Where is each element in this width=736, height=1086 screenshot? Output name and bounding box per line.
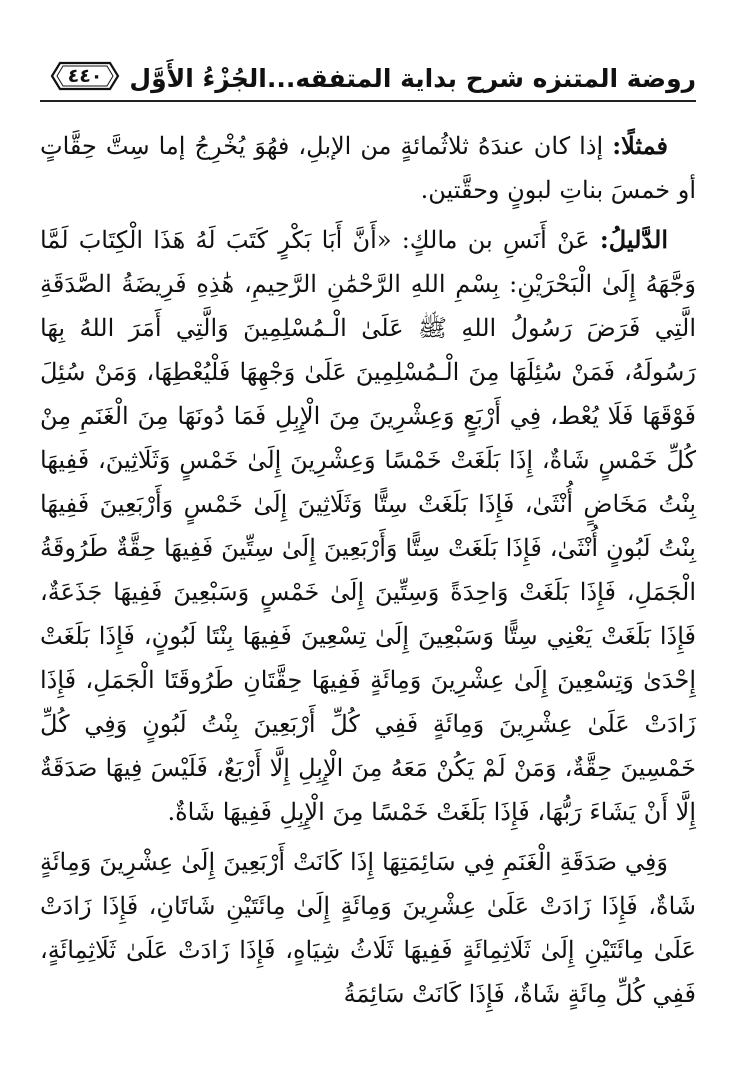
example-paragraph — [40, 124, 696, 212]
header-divider — [40, 100, 696, 102]
example-text: إذا كان عندَهُ ثلاثُمائةٍ من الإبلِ، فهُوَ يُخْرِجُ إما سِتَّ حِقَّاتٍ أو خمسَ بناتِ لبونٍ وحقَّتين. — [40, 132, 696, 204]
evidence-paragraph — [40, 218, 696, 834]
page-number-badge — [50, 60, 120, 92]
evidence-lead: الدَّليلُ: — [599, 225, 668, 254]
example-lead: فمثلًا: — [612, 131, 668, 160]
evidence-text: عَنْ أَنَسِ بن مالكٍ: «أَنَّ أَبَا بَكْرٍ كَتَبَ لَهُ هَذَا الْكِتَابَ لَمَّا وَجَّهَهُ إِلَىٰ الْبَحْرَيْنِ: بِسْمِ اللهِ الرَّحْمَٰنِ الرَّحِيمِ، هَٰذِهِ فَرِيضَةُ الصَّدَقَةِ الَّتِي فَرَضَ رَسُولُ اللهِ ﷺ عَلَىٰ الْـمُسْلِمِينَ وَالَّتِي أَمَرَ اللهُ بِهَا رَسُولَهُ، فَمَنْ سُئِلَهَا مِنَ الْـمُسْلِمِينَ عَلَىٰ وَجْهِهَا فَلْيُعْطِهَا، وَمَنْ سُئِلَ فَوْقَهَا فَلَا يُعْط، فِي أَرْبَعٍ وَعِشْرِينَ مِنَ الْإِبِلِ فَمَا دُونَهَا مِنَ الْغَنَمِ مِنْ كُلِّ خَمْسٍ شَاةٌ، إِذَا بَلَغَتْ خَمْسًا وَعِشْرِينَ إِلَىٰ خَمْسٍ وَثَلَاثِينَ، فَفِيهَا بِنْتُ مَخَاضٍ أُنْثَىٰ، فَإِذَا بَلَغَتْ سِتًّا وَثَلَاثِينَ إِلَىٰ خَمْسٍ وَأَرْبَعِينَ فَفِيهَا بِنْتُ لَبُونٍ أُنْثَىٰ، فَإِذَا بَلَغَتْ سِتًّا وَأَرْبَعِينَ إِلَىٰ سِتِّينَ فَفِيهَا حِقَّةٌ طَرُوقَةُ الْجَمَلِ، فَإِذَا بَلَغَتْ وَاحِدَةً وَسِتِّينَ إِلَىٰ خَمْسٍ وَسَبْعِينَ فَفِيهَا جَذَعَةٌ، فَإِذَا بَلَغَتْ يَعْنِي سِتًّا وَسَبْعِينَ إِلَىٰ تِسْعِينَ فَفِيهَا بِنْتَا لَبُونٍ، فَإِذَا بَلَغَتْ إِحْدَىٰ وَتِسْعِينَ إِلَىٰ عِشْرِينَ وَمِائَةٍ فَفِيهَا حِقَّتَانِ طَرُوقَتَا الْجَمَلِ، فَإِذَا زَادَتْ عَلَىٰ عِشْرِينَ وَمِائَةٍ فَفِي كُلِّ أَرْبَعِينَ بِنْتُ لَبُونٍ وَفِي كُلِّ خَمْسِينَ حِقَّةٌ، وَمَنْ لَمْ يَكُنْ مَعَهُ مِنَ الْإِبِلِ إِلَّا أَرْبَعٌ، فَلَيْسَ فِيهَا صَدَقَةٌ إِلَّا أَنْ يَشَاءَ رَبُّهَا، فَإِذَا بَلَغَتْ خَمْسًا مِنَ الْإِبِلِ فَفِيهَا شَاةٌ. — [40, 226, 697, 826]
page-header — [40, 56, 696, 108]
page-number: ٤٤٠ — [67, 65, 103, 87]
sheep-paragraph — [40, 840, 696, 1016]
sheep-text: وَفِي صَدَقَةِ الْغَنَمِ فِي سَائِمَتِهَا إِذَا كَانَتْ أَرْبَعِينَ إِلَىٰ عِشْرِينَ وَمِائَةٍ شَاةٌ، فَإِذَا زَادَتْ عَلَىٰ عِشْرِينَ وَمِائَةٍ إِلَىٰ مِائَتَيْنِ شَاتَانِ، فَإِذَا زَادَتْ عَلَىٰ مِائَتَيْنِ إِلَىٰ ثَلَاثِمِائَةٍ فَفِيهَا ثَلَاثُ شِيَاهٍ، فَإِذَا زَادَتْ عَلَىٰ ثَلَاثِمِائَةٍ، فَفِي كُلِّ مِائَةٍ شَاةٌ، فَإِذَا كَانَتْ سَائِمَةُ — [40, 848, 696, 1008]
main-text — [40, 124, 696, 1022]
running-title: روضة المتنزه شرح بداية المتفقه...الجُزْءُ الأَوَّل — [129, 64, 696, 93]
